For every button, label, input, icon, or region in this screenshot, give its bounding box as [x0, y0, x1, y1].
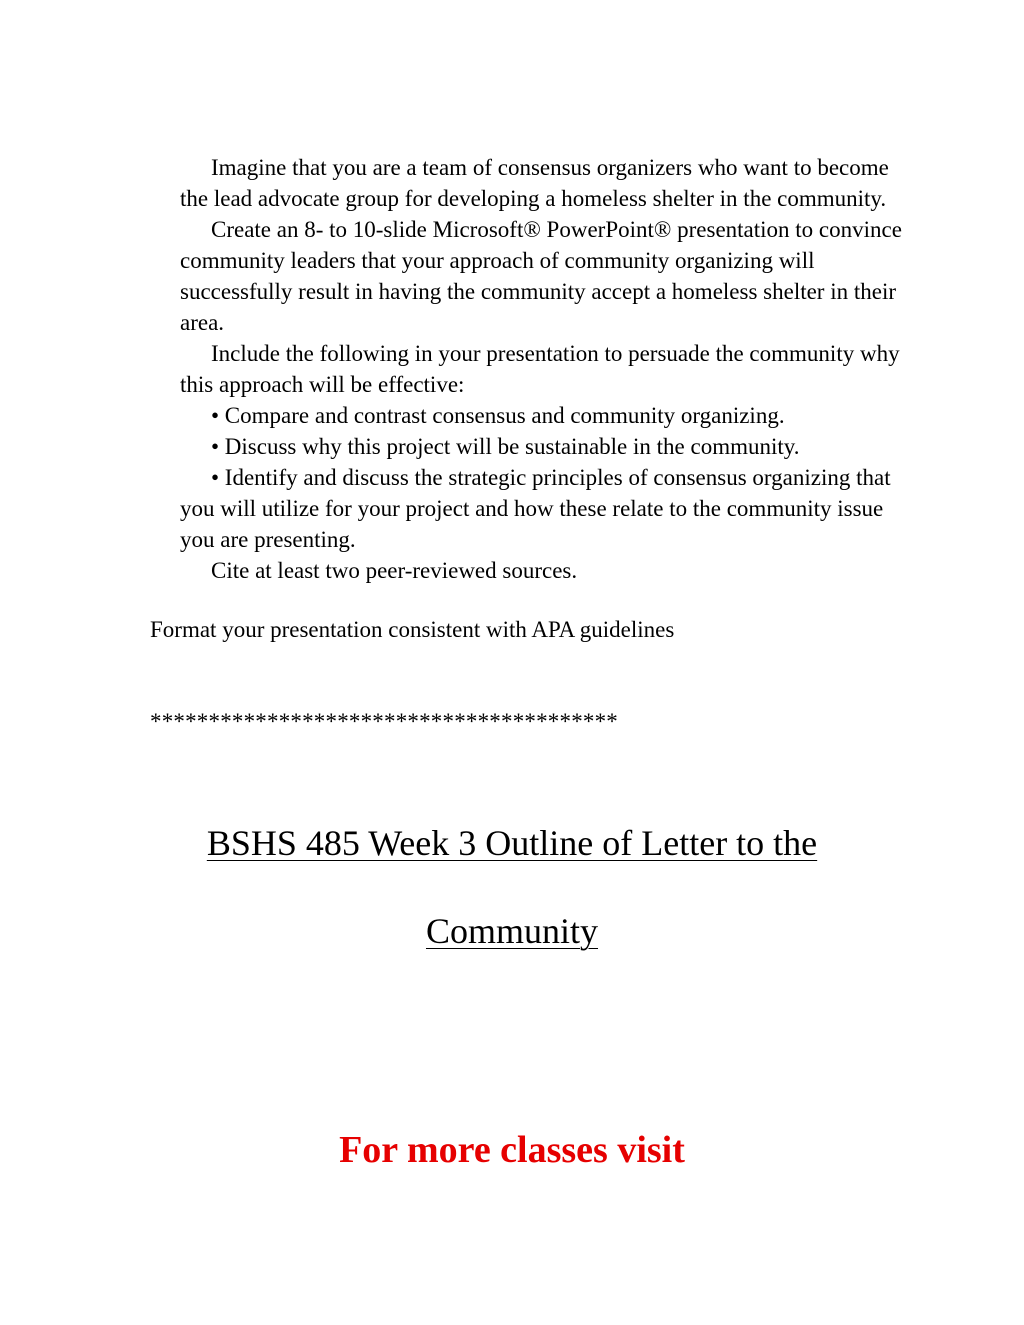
cite-instruction: Cite at least two peer-reviewed sources.: [211, 558, 578, 583]
include-instructions: Include the following in your presentation to persuade the community why this approach will be effective:: [180, 341, 900, 397]
promo-text: For more classes visit: [339, 1129, 685, 1171]
intro-paragraph: Imagine that you are a team of consensus organizers who want to become the lead advocate group for developing a homeless shelter in the community.: [180, 155, 889, 211]
next-assignment-title-line2[interactable]: Community: [425, 911, 599, 951]
separator: ****************************************: [150, 709, 618, 734]
presentation-instructions: Create an 8- to 10-slide Microsoft® PowerPoint® presentation to convince community leaders that your approach of community organizing will successfully result in having the community accept a homeless shelter in their area.: [180, 217, 902, 335]
next-assignment-title-line1[interactable]: BSHS 485 Week 3 Outline of Letter to the: [206, 823, 818, 863]
bullet-principles: • Identify and discuss the strategic principles of consensus organizing that you will utilize for your project and how these relate to the community issue you are presenting.: [180, 465, 891, 552]
bullet-compare: • Compare and contrast consensus and community organizing.: [211, 403, 785, 428]
bullet-sustainable: • Discuss why this project will be sustainable in the community.: [211, 434, 800, 459]
assignment-text: [180, 152, 920, 586]
format-note: Format your presentation consistent with APA guidelines: [150, 617, 675, 642]
